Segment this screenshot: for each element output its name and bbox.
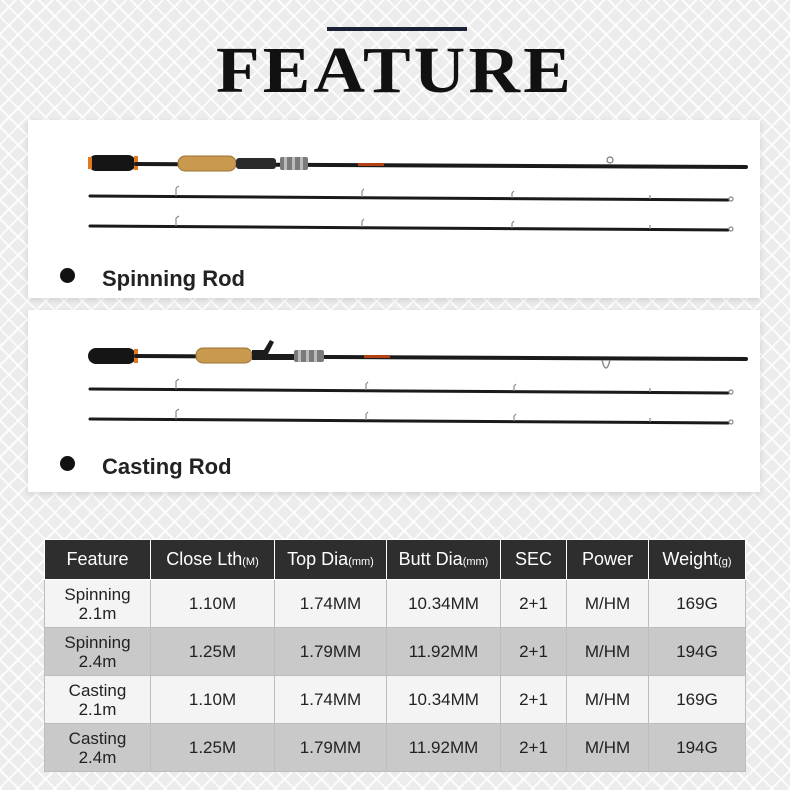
spinning-rod-label: Spinning Rod: [102, 266, 245, 291]
weight-cell: 194G: [649, 628, 746, 676]
sec-cell: 2+1: [501, 724, 567, 772]
top-dia-cell: 1.79MM: [275, 628, 387, 676]
close-length-cell: 1.10M: [151, 676, 275, 724]
table-row: [45, 724, 746, 772]
column-header: Butt Dia(mm): [387, 540, 501, 580]
power-cell: M/HM: [567, 580, 649, 628]
weight-cell: 169G: [649, 676, 746, 724]
top-dia-cell: 1.74MM: [275, 580, 387, 628]
table-row: [45, 580, 746, 628]
power-cell: M/HM: [567, 724, 649, 772]
power-cell: M/HM: [567, 676, 649, 724]
feature-cell: Casting 2.4m: [45, 724, 151, 772]
table-row: [45, 628, 746, 676]
casting-rod-label: Casting Rod: [102, 454, 232, 479]
column-header: Feature: [45, 540, 151, 580]
table-row: [45, 676, 746, 724]
title-rule: [327, 27, 467, 31]
column-header: Close Lth(M): [151, 540, 275, 580]
column-header: Weight(g): [649, 540, 746, 580]
feature-cell: Spinning 2.1m: [45, 580, 151, 628]
casting-bullet: [60, 456, 75, 471]
sec-cell: 2+1: [501, 580, 567, 628]
close-length-cell: 1.10M: [151, 580, 275, 628]
butt-dia-cell: 10.34MM: [387, 580, 501, 628]
spinning-bullet: [60, 268, 75, 283]
butt-dia-cell: 10.34MM: [387, 676, 501, 724]
top-dia-cell: 1.79MM: [275, 724, 387, 772]
table-header-row: [45, 540, 746, 580]
butt-dia-cell: 11.92MM: [387, 628, 501, 676]
casting-rod-card: [28, 310, 760, 492]
spinning-rod-card: [28, 120, 760, 298]
top-dia-cell: 1.74MM: [275, 676, 387, 724]
close-length-cell: 1.25M: [151, 628, 275, 676]
page-title: FEATURE: [215, 34, 574, 107]
power-cell: M/HM: [567, 628, 649, 676]
weight-cell: 169G: [649, 580, 746, 628]
feature-cell: Spinning 2.4m: [45, 628, 151, 676]
spec-table: [44, 539, 746, 772]
column-header: Power: [567, 540, 649, 580]
butt-dia-cell: 11.92MM: [387, 724, 501, 772]
column-header: Top Dia(mm): [275, 540, 387, 580]
feature-cell: Casting 2.1m: [45, 676, 151, 724]
sec-cell: 2+1: [501, 628, 567, 676]
weight-cell: 194G: [649, 724, 746, 772]
sec-cell: 2+1: [501, 676, 567, 724]
close-length-cell: 1.25M: [151, 724, 275, 772]
column-header: SEC: [501, 540, 567, 580]
